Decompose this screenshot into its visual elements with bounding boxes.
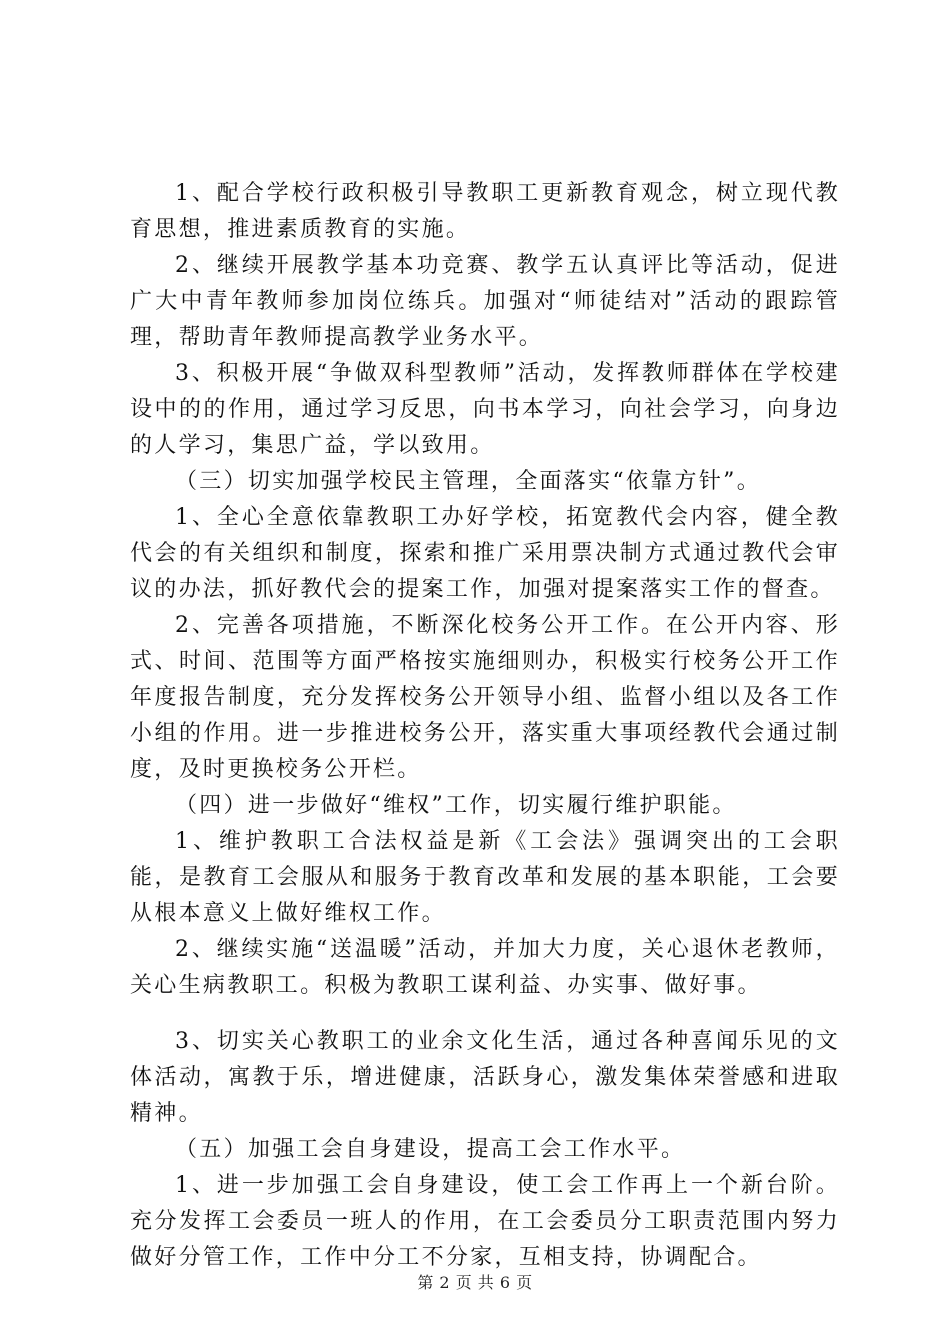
paragraph-item-2: 2、继续开展教学基本功竞赛、教学五认真评比等活动，促进广大中青年教师参加岗位练兵。加强对“师徒结对”活动的跟踪管理，帮助青年教师提高教学业务水平。 (130, 253, 840, 350)
page-number-footer: 第 2 页 共 6 页 (417, 1273, 533, 1292)
paragraph-item-7: 2、继续实施“送温暖”活动，并加大力度，关心退休老教师，关心生病教职工。积极为教职工谋利益、办实事、做好事。 (130, 937, 840, 998)
section-heading-5: （五）加强工会自身建设，提高工会工作水平。 (175, 1137, 686, 1162)
paragraph-item-4: 1、全心全意依靠教职工办好学校，拓宽教代会内容，健全教代会的有关组织和制度，探索和推广采用票决制方式通过教代会审议的办法，抓好教代会的提案工作，加强对提案落实工作的督查。 (130, 505, 840, 602)
document-body (130, 176, 840, 1276)
paragraph-item-1: 1、配合学校行政积极引导教职工更新教育观念，树立现代教育思想，推进素质教育的实施。 (130, 181, 840, 242)
section-heading-3: （三）切实加强学校民主管理，全面落实“依靠方针”。 (175, 469, 761, 494)
paragraph-item-3: 3、积极开展“争做双科型教师”活动，发挥教师群体在学校建设中的的作用，通过学习反思，向书本学习，向社会学习，向身边的人学习，集思广益，学以致用。 (130, 361, 840, 458)
paragraph-item-5: 2、完善各项措施，不断深化校务公开工作。在公开内容、形式、时间、范围等方面严格按实施细则办，积极实行校务公开工作年度报告制度，充分发挥校务公开领导小组、监督小组以及各工作小组的作用。进一步推进校务公开，落实重大事项经教代会通过制度，及时更换校务公开栏。 (130, 613, 840, 782)
paragraph-item-6: 1、维护教职工合法权益是新《工会法》强调突出的工会职能，是教育工会服从和服务于教育改革和发展的基本职能，工会要从根本意义上做好维权工作。 (130, 829, 840, 926)
paragraph-item-8: 3、切实关心教职工的业余文化生活，通过各种喜闻乐见的文体活动，寓教于乐，增进健康，活跃身心，激发集体荣誉感和进取精神。 (130, 1029, 840, 1126)
paragraph-item-9: 1、进一步加强工会自身建设，使工会工作再上一个新台阶。充分发挥工会委员一班人的作用，在工会委员分工职责范围内努力做好分管工作，工作中分工不分家，互相支持，协调配合。 (130, 1173, 840, 1270)
section-heading-4: （四）进一步做好“维权”工作，切实履行维护职能。 (175, 793, 737, 818)
